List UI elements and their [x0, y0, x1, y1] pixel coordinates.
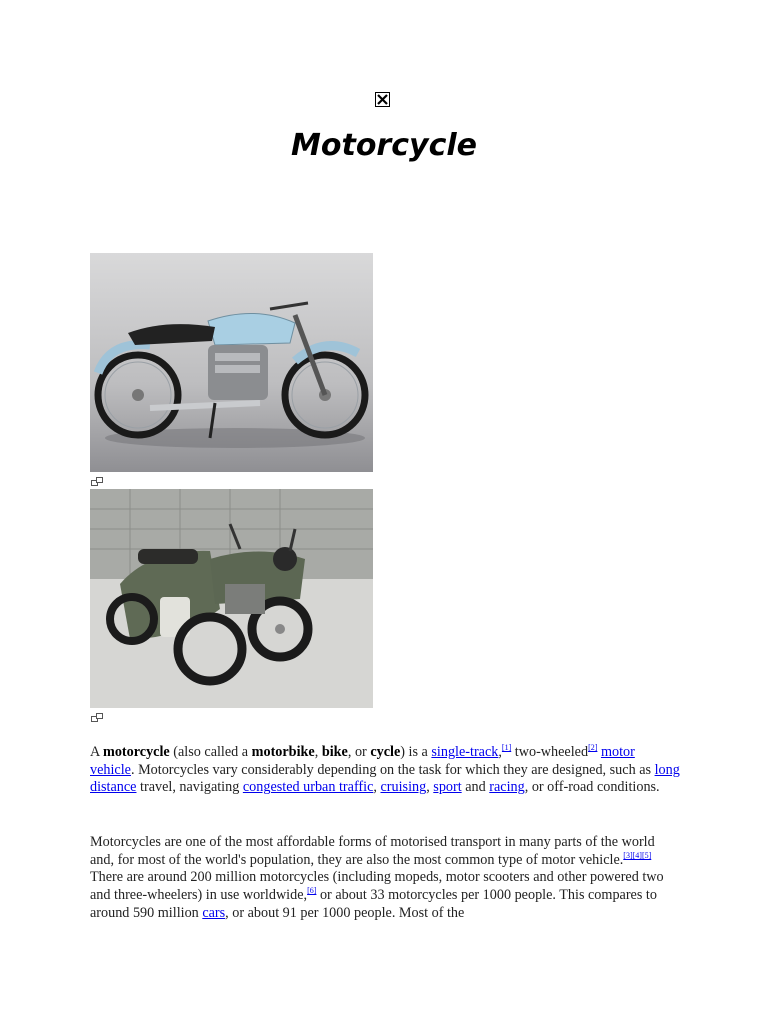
- link-single-track[interactable]: single-track: [431, 744, 499, 760]
- link-long-distance[interactable]: long distance: [90, 761, 680, 796]
- intro-paragraph: A motorcycle (also called a motorbike, bike, or cycle) is a single-track,[1] two-wheeled[2] motor vehicle. Motorcycles vary considerably depending on the task for which they are designed, such as long distance travel, navigating congested urban traffic, cruising, sport and racing, or off-road conditions.: [90, 743, 680, 796]
- broken-image-icon: [375, 92, 390, 107]
- link-racing[interactable]: racing: [489, 779, 525, 796]
- second-paragraph: Motorcycles are one of the most affordable forms of motorised transport in many parts of the world and, for most of the world's population, they are also the most common type of motor vehicle.[3][4][5] There are around 200 million motorcycles (including mopeds, motor scooters and other powered two and three-wheelers) in use worldwide,[6] or about 33 motorcycles per 1000 people. This compares to around 590 million cars, or about 91 per 1000 people. Most of the: [90, 834, 664, 921]
- image-resize-handle-icon[interactable]: [91, 473, 103, 482]
- link-motor-vehicle[interactable]: motor vehicle: [90, 744, 635, 778]
- citation-1[interactable]: [1]: [501, 743, 512, 752]
- citation-3-4-5[interactable]: [3][4][5]: [623, 850, 652, 860]
- link-cruising[interactable]: cruising: [380, 779, 427, 796]
- link-congested-urban-traffic[interactable]: congested urban traffic: [242, 779, 374, 796]
- citation-2[interactable]: [2]: [588, 743, 598, 752]
- image-resize-handle-icon[interactable]: [91, 709, 103, 718]
- page-title: Motorcycle: [291, 128, 477, 163]
- motorcycle-photo[interactable]: [90, 253, 373, 472]
- link-cars[interactable]: cars: [202, 904, 226, 921]
- link-sport[interactable]: sport: [433, 779, 462, 796]
- sidecar-motorcycle-photo[interactable]: [90, 489, 373, 708]
- citation-6[interactable]: [6]: [307, 886, 317, 896]
